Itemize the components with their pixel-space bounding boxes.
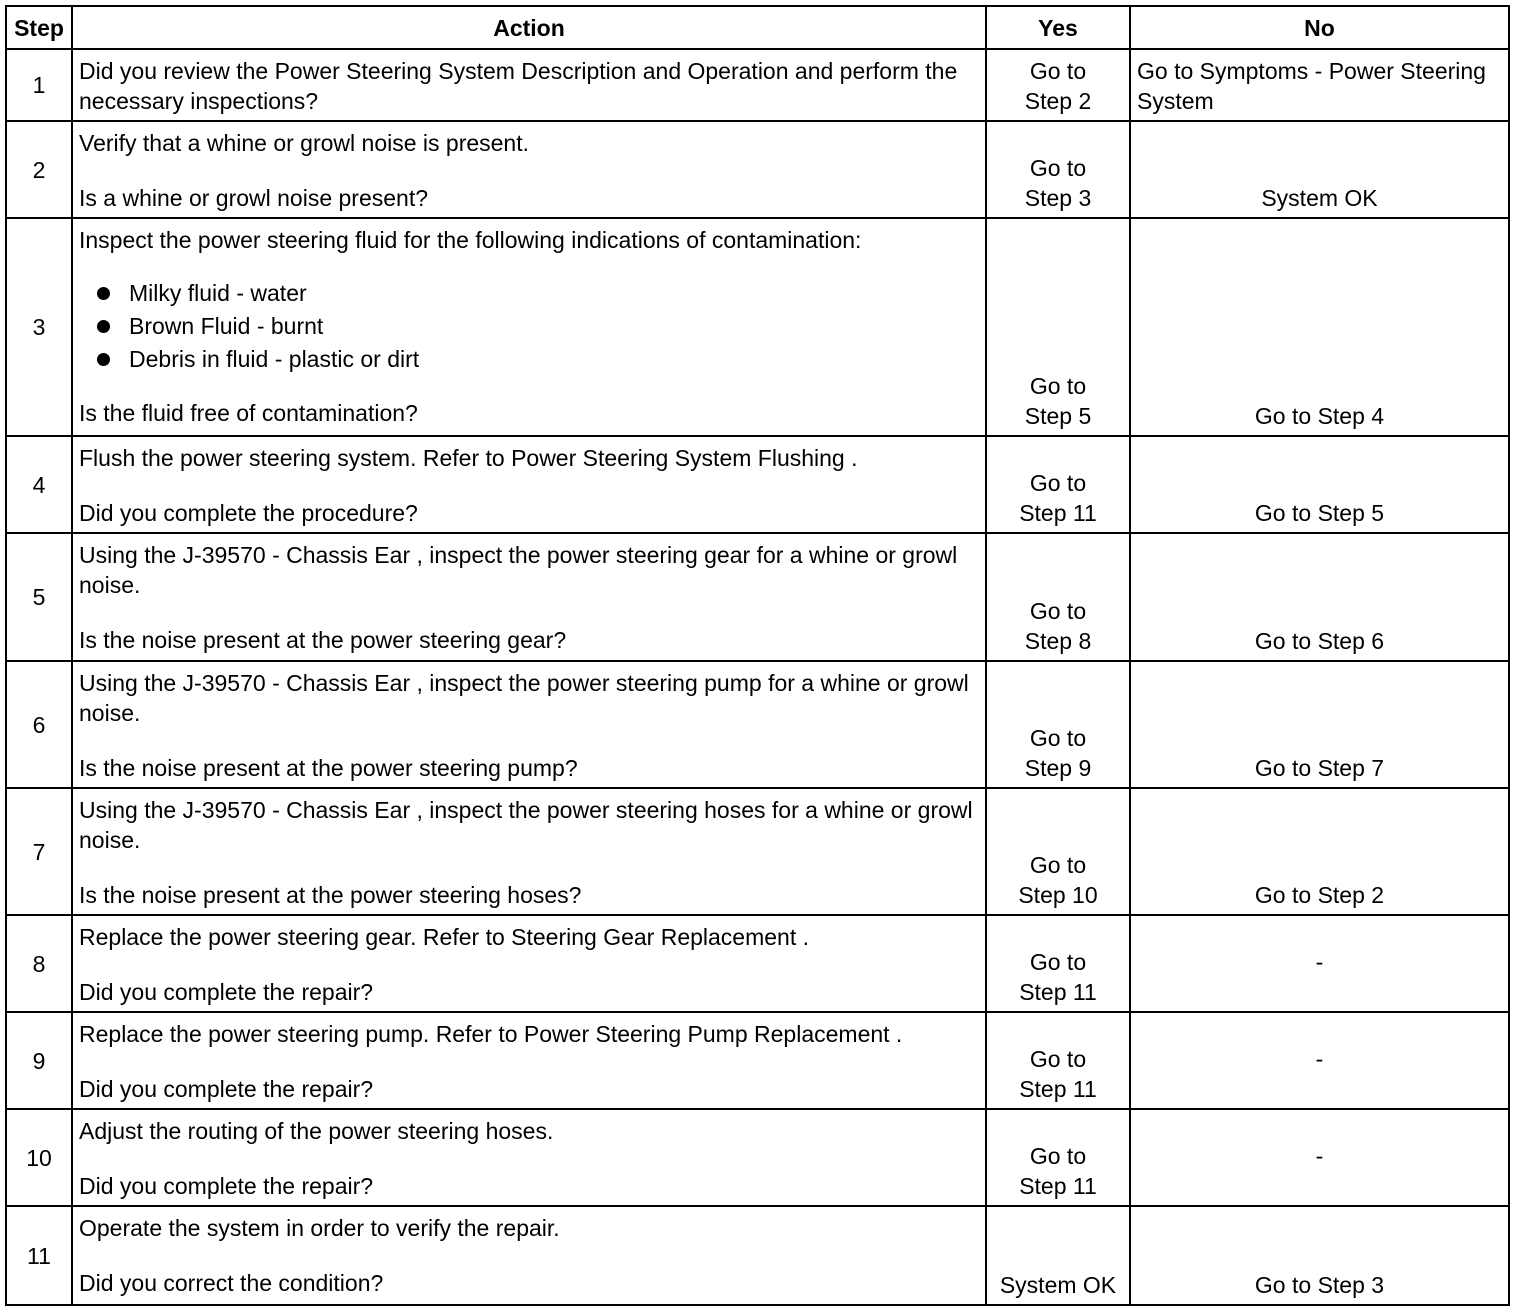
yes-line: Step 11 xyxy=(1019,1076,1097,1102)
no-cell: Go to Step 2 xyxy=(1130,788,1509,915)
yes-cell xyxy=(986,915,1130,1012)
header-no: No xyxy=(1130,6,1509,49)
yes-line: Step 11 xyxy=(1019,500,1097,526)
action-text: Inspect the power steering fluid for the following indications of contamination: xyxy=(79,227,862,253)
yes-cell xyxy=(986,788,1130,915)
yes-line: Step 9 xyxy=(1024,755,1092,781)
yes-cell xyxy=(986,533,1130,661)
yes-line: Step 11 xyxy=(1019,979,1097,1005)
action-cell xyxy=(72,49,986,121)
yes-cell xyxy=(986,121,1130,218)
yes-line: System OK xyxy=(999,1272,1117,1298)
list-item: Debris in fluid - plastic or dirt xyxy=(95,343,979,376)
table-row xyxy=(6,661,1509,788)
table-row xyxy=(6,49,1509,121)
action-cell xyxy=(72,218,986,436)
table-row xyxy=(6,533,1509,661)
yes-cell xyxy=(986,436,1130,533)
yes-line: Step 11 xyxy=(1019,1173,1097,1199)
yes-line: Go to xyxy=(1029,1143,1087,1169)
action-cell xyxy=(72,1109,986,1206)
action-question: Is the noise present at the power steering hoses? xyxy=(79,882,582,908)
table-row xyxy=(6,436,1509,533)
table-row xyxy=(6,218,1509,436)
yes-line: Step 3 xyxy=(1024,185,1092,211)
yes-line: Step 8 xyxy=(1024,628,1092,654)
yes-line: Go to xyxy=(1029,725,1087,751)
action-text: Flush the power steering system. Refer to Power Steering System Flushing . xyxy=(79,445,858,471)
yes-line: Go to xyxy=(1029,470,1087,496)
header-yes: Yes xyxy=(986,6,1130,49)
no-cell: Go to Symptoms - Power Steering System xyxy=(1130,49,1509,121)
step-number: 3 xyxy=(6,218,72,436)
yes-line: Step 10 xyxy=(1018,882,1098,908)
table-row xyxy=(6,788,1509,915)
table-row xyxy=(6,1206,1509,1305)
no-cell: Go to Step 4 xyxy=(1130,218,1509,436)
table-row xyxy=(6,121,1509,218)
action-text: Verify that a whine or growl noise is present. xyxy=(79,130,530,156)
step-number: 5 xyxy=(6,533,72,661)
yes-line: Go to xyxy=(1029,852,1087,878)
step-number: 6 xyxy=(6,661,72,788)
no-cell: Go to Step 7 xyxy=(1130,661,1509,788)
bullet-icon xyxy=(97,320,110,333)
no-cell: Go to Step 6 xyxy=(1130,533,1509,661)
step-number: 7 xyxy=(6,788,72,915)
action-question: Did you complete the repair? xyxy=(79,979,374,1005)
list-item: Brown Fluid - burnt xyxy=(95,310,979,343)
action-cell xyxy=(72,533,986,661)
no-cell: Go to Step 5 xyxy=(1130,436,1509,533)
header-action: Action xyxy=(72,6,986,49)
table-row xyxy=(6,1109,1509,1206)
table-row xyxy=(6,1012,1509,1109)
no-cell: - xyxy=(1130,1012,1509,1109)
yes-line: Go to xyxy=(1029,1046,1087,1072)
action-cell xyxy=(72,1206,986,1305)
action-text: Using the J-39570 - Chassis Ear , inspect the power steering pump for a whine or growl noise. xyxy=(79,670,969,726)
table-row xyxy=(6,915,1509,1012)
action-text: Replace the power steering gear. Refer to Steering Gear Replacement . xyxy=(79,924,810,950)
action-text: Using the J-39570 - Chassis Ear , inspect the power steering gear for a whine or growl noise. xyxy=(79,542,958,598)
header-step: Step xyxy=(6,6,72,49)
yes-line: Go to xyxy=(1029,598,1087,624)
yes-cell xyxy=(986,1109,1130,1206)
yes-cell xyxy=(986,1012,1130,1109)
action-question: Is the noise present at the power steering gear? xyxy=(79,627,567,653)
action-cell xyxy=(72,121,986,218)
step-number: 4 xyxy=(6,436,72,533)
yes-cell xyxy=(986,218,1130,436)
action-question: Did you correct the condition? xyxy=(79,1270,384,1296)
action-question: Is the fluid free of contamination? xyxy=(79,400,418,426)
action-text: Operate the system in order to verify the repair. xyxy=(79,1215,560,1241)
no-cell: - xyxy=(1130,1109,1509,1206)
no-cell: Go to Step 3 xyxy=(1130,1206,1509,1305)
action-question: Did you complete the repair? xyxy=(79,1076,374,1102)
action-question: Did you complete the repair? xyxy=(79,1173,374,1199)
action-cell xyxy=(72,661,986,788)
action-text: Using the J-39570 - Chassis Ear , inspect the power steering hoses for a whine or growl noise. xyxy=(79,797,973,853)
step-number: 2 xyxy=(6,121,72,218)
step-number: 10 xyxy=(6,1109,72,1206)
yes-line: Go to xyxy=(1029,155,1087,181)
action-cell xyxy=(72,788,986,915)
action-text: Replace the power steering pump. Refer to Power Steering Pump Replacement . xyxy=(79,1021,903,1047)
yes-cell xyxy=(986,49,1130,121)
contamination-list xyxy=(79,277,979,376)
action-text: Did you review the Power Steering System Description and Operation and perform the necessary inspections? xyxy=(79,58,958,114)
step-number: 1 xyxy=(6,49,72,121)
step-number: 9 xyxy=(6,1012,72,1109)
yes-line: Step 2 xyxy=(1024,88,1092,114)
yes-line: Go to xyxy=(1029,949,1087,975)
action-cell xyxy=(72,436,986,533)
yes-line: Go to xyxy=(1029,58,1087,84)
step-number: 8 xyxy=(6,915,72,1012)
yes-cell xyxy=(986,1206,1130,1305)
step-number: 11 xyxy=(6,1206,72,1305)
bullet-icon xyxy=(97,287,110,300)
action-cell xyxy=(72,1012,986,1109)
yes-line: Step 5 xyxy=(1024,403,1092,429)
header-row xyxy=(6,6,1509,49)
list-item: Milky fluid - water xyxy=(95,277,979,310)
bullet-icon xyxy=(97,353,110,366)
action-question: Did you complete the procedure? xyxy=(79,500,418,526)
action-question: Is the noise present at the power steering pump? xyxy=(79,755,578,781)
action-cell xyxy=(72,915,986,1012)
no-cell: System OK xyxy=(1130,121,1509,218)
no-cell: - xyxy=(1130,915,1509,1012)
diagnostic-table xyxy=(5,5,1510,1306)
yes-cell xyxy=(986,661,1130,788)
yes-line: Go to xyxy=(1029,373,1087,399)
action-question: Is a whine or growl noise present? xyxy=(79,185,429,211)
action-text: Adjust the routing of the power steering hoses. xyxy=(79,1118,554,1144)
